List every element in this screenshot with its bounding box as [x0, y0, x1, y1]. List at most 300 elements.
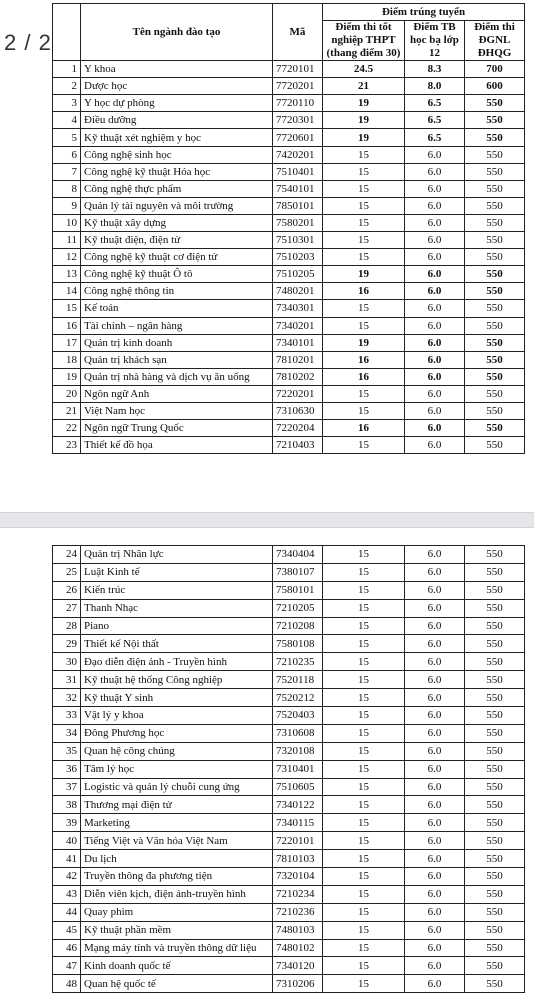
table-row	[53, 95, 525, 112]
program-name: Marketing	[81, 814, 273, 832]
score-tb: 6.0	[405, 368, 465, 385]
table-row	[53, 197, 525, 214]
program-name: Quản trị khách sạn	[81, 351, 273, 368]
row-number: 16	[53, 317, 81, 334]
program-code: 7480102	[273, 939, 323, 957]
program-name: Quan hệ quốc tế	[81, 975, 273, 993]
program-code: 7220201	[273, 385, 323, 402]
program-name: Kỹ thuật Y sinh	[81, 689, 273, 707]
header-code: Mã	[273, 4, 323, 61]
table-row	[53, 112, 525, 129]
score-tb: 6.0	[405, 760, 465, 778]
row-number: 25	[53, 563, 81, 581]
score-thpt: 15	[323, 707, 405, 725]
score-thpt: 15	[323, 146, 405, 163]
program-name: Mạng máy tính và truyền thông dữ liệu	[81, 939, 273, 957]
row-number: 14	[53, 283, 81, 300]
program-name: Kỹ thuật xét nghiệm y học	[81, 129, 273, 146]
program-code: 7510605	[273, 778, 323, 796]
row-number: 32	[53, 689, 81, 707]
table-row	[53, 437, 525, 454]
score-tb: 6.0	[405, 653, 465, 671]
score-thpt: 15	[323, 975, 405, 993]
program-code: 7210205	[273, 599, 323, 617]
program-code: 7810201	[273, 351, 323, 368]
score-thpt: 16	[323, 368, 405, 385]
score-tb: 6.0	[405, 707, 465, 725]
row-number: 23	[53, 437, 81, 454]
score-thpt: 15	[323, 232, 405, 249]
program-code: 7210236	[273, 903, 323, 921]
table-body-2	[53, 546, 525, 993]
program-code: 7850101	[273, 197, 323, 214]
score-tb: 6.0	[405, 180, 465, 197]
score-tb: 6.0	[405, 868, 465, 886]
score-thpt: 15	[323, 180, 405, 197]
program-name: Tâm lý học	[81, 760, 273, 778]
program-name: Du lịch	[81, 850, 273, 868]
program-code: 7520212	[273, 689, 323, 707]
row-number: 13	[53, 266, 81, 283]
score-thpt: 15	[323, 724, 405, 742]
program-code: 7520118	[273, 671, 323, 689]
table-row	[53, 300, 525, 317]
program-name: Thiết kế đồ họa	[81, 437, 273, 454]
program-name: Công nghệ sinh học	[81, 146, 273, 163]
score-dgnl: 550	[465, 689, 525, 707]
admission-table-part-2	[52, 545, 525, 993]
program-code: 7380107	[273, 563, 323, 581]
program-name: Điều dưỡng	[81, 112, 273, 129]
score-tb: 6.0	[405, 975, 465, 993]
score-thpt: 15	[323, 760, 405, 778]
score-tb: 6.0	[405, 563, 465, 581]
program-code: 7810103	[273, 850, 323, 868]
table-row	[53, 635, 525, 653]
row-number: 30	[53, 653, 81, 671]
score-dgnl: 550	[465, 742, 525, 760]
table-row	[53, 180, 525, 197]
score-thpt: 15	[323, 671, 405, 689]
score-dgnl: 550	[465, 885, 525, 903]
row-number: 33	[53, 707, 81, 725]
program-code: 7340120	[273, 957, 323, 975]
score-dgnl: 550	[465, 617, 525, 635]
program-name: Y khoa	[81, 61, 273, 78]
score-dgnl: 550	[465, 707, 525, 725]
program-code: 7510205	[273, 266, 323, 283]
score-thpt: 16	[323, 283, 405, 300]
row-number: 20	[53, 385, 81, 402]
page-counter: 2 / 2	[4, 30, 52, 55]
program-code: 7480201	[273, 283, 323, 300]
score-dgnl: 550	[465, 112, 525, 129]
table-row	[53, 420, 525, 437]
score-thpt: 15	[323, 581, 405, 599]
score-tb: 6.0	[405, 317, 465, 334]
score-dgnl: 550	[465, 351, 525, 368]
program-name: Logistic và quản lý chuỗi cung ứng	[81, 778, 273, 796]
program-code: 7210208	[273, 617, 323, 635]
score-thpt: 15	[323, 617, 405, 635]
table-row	[53, 266, 525, 283]
score-thpt: 15	[323, 599, 405, 617]
table-row	[53, 975, 525, 993]
score-tb: 8.0	[405, 78, 465, 95]
header-group: Điểm trúng tuyển	[323, 4, 525, 21]
score-tb: 6.0	[405, 163, 465, 180]
table-row	[53, 546, 525, 564]
program-code: 7210403	[273, 437, 323, 454]
program-name: Kỹ thuật xây dựng	[81, 214, 273, 231]
row-number: 19	[53, 368, 81, 385]
score-tb: 6.5	[405, 112, 465, 129]
table-row	[53, 232, 525, 249]
score-tb: 6.0	[405, 283, 465, 300]
program-name: Công nghệ kỹ thuật Ô tô	[81, 266, 273, 283]
score-tb: 6.0	[405, 599, 465, 617]
score-dgnl: 550	[465, 975, 525, 993]
score-thpt: 19	[323, 266, 405, 283]
table-row	[53, 146, 525, 163]
program-code: 7340301	[273, 300, 323, 317]
program-code: 7310630	[273, 402, 323, 419]
admission-table-part-1	[52, 3, 525, 454]
score-tb: 6.0	[405, 300, 465, 317]
score-thpt: 19	[323, 334, 405, 351]
row-number: 35	[53, 742, 81, 760]
score-thpt: 15	[323, 885, 405, 903]
row-number: 39	[53, 814, 81, 832]
score-tb: 6.0	[405, 689, 465, 707]
score-dgnl: 550	[465, 760, 525, 778]
program-name: Quản trị Nhân lực	[81, 546, 273, 564]
table-row	[53, 214, 525, 231]
table-row	[53, 249, 525, 266]
row-number: 42	[53, 868, 81, 886]
score-thpt: 21	[323, 78, 405, 95]
program-code: 7310608	[273, 724, 323, 742]
score-tb: 6.0	[405, 814, 465, 832]
score-dgnl: 550	[465, 317, 525, 334]
score-tb: 6.0	[405, 850, 465, 868]
score-tb: 6.0	[405, 921, 465, 939]
score-thpt: 15	[323, 317, 405, 334]
score-thpt: 15	[323, 796, 405, 814]
program-name: Việt Nam học	[81, 402, 273, 419]
header-tb: Điểm TB học bạ lớp 12	[405, 21, 465, 61]
table-row	[53, 61, 525, 78]
score-dgnl: 550	[465, 368, 525, 385]
program-code: 7220101	[273, 832, 323, 850]
header-name: Tên ngành đào tạo	[81, 4, 273, 61]
program-code: 7340101	[273, 334, 323, 351]
table-row	[53, 563, 525, 581]
row-number: 46	[53, 939, 81, 957]
score-tb: 6.0	[405, 903, 465, 921]
program-name: Đạo diễn điện ảnh - Truyền hình	[81, 653, 273, 671]
table-row	[53, 724, 525, 742]
program-name: Ngôn ngữ Trung Quốc	[81, 420, 273, 437]
table-row	[53, 760, 525, 778]
score-thpt: 15	[323, 635, 405, 653]
row-number: 41	[53, 850, 81, 868]
program-name: Y học dự phòng	[81, 95, 273, 112]
program-code: 7340122	[273, 796, 323, 814]
score-thpt: 15	[323, 653, 405, 671]
score-tb: 6.0	[405, 671, 465, 689]
score-thpt: 19	[323, 129, 405, 146]
score-thpt: 16	[323, 351, 405, 368]
score-thpt: 15	[323, 300, 405, 317]
program-name: Quay phim	[81, 903, 273, 921]
row-number: 12	[53, 249, 81, 266]
program-code: 7720201	[273, 78, 323, 95]
program-code: 7340201	[273, 317, 323, 334]
program-code: 7510401	[273, 163, 323, 180]
table-row	[53, 778, 525, 796]
score-dgnl: 550	[465, 163, 525, 180]
program-name: Piano	[81, 617, 273, 635]
score-dgnl: 550	[465, 671, 525, 689]
score-dgnl: 550	[465, 180, 525, 197]
program-code: 7720110	[273, 95, 323, 112]
program-name: Kiến trúc	[81, 581, 273, 599]
table-row	[53, 868, 525, 886]
table-row	[53, 351, 525, 368]
score-tb: 6.0	[405, 351, 465, 368]
table-row	[53, 581, 525, 599]
program-name: Diễn viên kịch, điện ảnh-truyền hình	[81, 885, 273, 903]
program-name: Thương mại điện tử	[81, 796, 273, 814]
score-dgnl: 550	[465, 232, 525, 249]
score-dgnl: 550	[465, 939, 525, 957]
score-thpt: 15	[323, 778, 405, 796]
table-row	[53, 368, 525, 385]
program-name: Luật Kinh tế	[81, 563, 273, 581]
table-row	[53, 671, 525, 689]
score-dgnl: 550	[465, 266, 525, 283]
score-dgnl: 700	[465, 61, 525, 78]
score-tb: 6.0	[405, 420, 465, 437]
row-number: 28	[53, 617, 81, 635]
score-tb: 6.0	[405, 885, 465, 903]
score-thpt: 15	[323, 563, 405, 581]
score-thpt: 24.5	[323, 61, 405, 78]
score-dgnl: 550	[465, 957, 525, 975]
program-name: Thiết kế Nội thất	[81, 635, 273, 653]
row-number: 3	[53, 95, 81, 112]
table-row	[53, 617, 525, 635]
table-row	[53, 78, 525, 95]
program-code: 7510301	[273, 232, 323, 249]
score-thpt: 15	[323, 832, 405, 850]
row-number: 2	[53, 78, 81, 95]
table-row	[53, 129, 525, 146]
program-name: Dược học	[81, 78, 273, 95]
row-number: 5	[53, 129, 81, 146]
score-thpt: 15	[323, 939, 405, 957]
row-number: 4	[53, 112, 81, 129]
row-number: 15	[53, 300, 81, 317]
score-dgnl: 550	[465, 563, 525, 581]
program-name: Kỹ thuật phần mềm	[81, 921, 273, 939]
program-code: 7340404	[273, 546, 323, 564]
program-name: Quan hệ công chúng	[81, 742, 273, 760]
score-dgnl: 550	[465, 197, 525, 214]
score-tb: 6.5	[405, 129, 465, 146]
row-number: 11	[53, 232, 81, 249]
table-row	[53, 283, 525, 300]
score-dgnl: 550	[465, 581, 525, 599]
score-dgnl: 550	[465, 814, 525, 832]
score-dgnl: 550	[465, 546, 525, 564]
score-tb: 6.0	[405, 197, 465, 214]
page-separator	[0, 512, 534, 528]
program-name: Thanh Nhạc	[81, 599, 273, 617]
program-name: Công nghệ kỹ thuật cơ điện tử	[81, 249, 273, 266]
row-number: 34	[53, 724, 81, 742]
score-dgnl: 550	[465, 724, 525, 742]
table-row	[53, 689, 525, 707]
row-number: 7	[53, 163, 81, 180]
score-thpt: 16	[323, 420, 405, 437]
score-tb: 6.0	[405, 581, 465, 599]
table-row	[53, 599, 525, 617]
header-thpt: Điểm thi tốt nghiệp THPT (thang điểm 30)	[323, 21, 405, 61]
score-thpt: 15	[323, 921, 405, 939]
table-row	[53, 850, 525, 868]
program-code: 7210235	[273, 653, 323, 671]
row-number: 45	[53, 921, 81, 939]
table-row	[53, 163, 525, 180]
score-thpt: 15	[323, 197, 405, 214]
table-row	[53, 921, 525, 939]
program-name: Đông Phương học	[81, 724, 273, 742]
row-number: 36	[53, 760, 81, 778]
table-row	[53, 903, 525, 921]
score-tb: 6.0	[405, 796, 465, 814]
program-code: 7580108	[273, 635, 323, 653]
table-row	[53, 402, 525, 419]
score-thpt: 19	[323, 112, 405, 129]
row-number: 37	[53, 778, 81, 796]
score-tb: 6.0	[405, 546, 465, 564]
score-thpt: 15	[323, 814, 405, 832]
program-name: Công nghệ kỹ thuật Hóa học	[81, 163, 273, 180]
score-thpt: 15	[323, 546, 405, 564]
score-dgnl: 550	[465, 402, 525, 419]
table-row	[53, 334, 525, 351]
table-row	[53, 742, 525, 760]
score-tb: 6.5	[405, 95, 465, 112]
program-name: Kinh doanh quốc tế	[81, 957, 273, 975]
table-row	[53, 653, 525, 671]
score-dgnl: 600	[465, 78, 525, 95]
row-number: 38	[53, 796, 81, 814]
row-number: 8	[53, 180, 81, 197]
row-number: 24	[53, 546, 81, 564]
row-number: 43	[53, 885, 81, 903]
score-thpt: 15	[323, 214, 405, 231]
score-tb: 6.0	[405, 832, 465, 850]
score-dgnl: 550	[465, 832, 525, 850]
score-tb: 6.0	[405, 778, 465, 796]
program-code: 7220204	[273, 420, 323, 437]
table-row	[53, 385, 525, 402]
program-name: Kỹ thuật điện, điện tử	[81, 232, 273, 249]
score-tb: 6.0	[405, 939, 465, 957]
row-number: 18	[53, 351, 81, 368]
program-code: 7210234	[273, 885, 323, 903]
score-thpt: 15	[323, 742, 405, 760]
score-dgnl: 550	[465, 868, 525, 886]
score-thpt: 15	[323, 163, 405, 180]
score-dgnl: 550	[465, 599, 525, 617]
program-code: 7580201	[273, 214, 323, 231]
score-tb: 6.0	[405, 249, 465, 266]
score-dgnl: 550	[465, 437, 525, 454]
program-code: 7580101	[273, 581, 323, 599]
program-name: Quản trị kinh doanh	[81, 334, 273, 351]
score-thpt: 19	[323, 95, 405, 112]
row-number: 21	[53, 402, 81, 419]
table-body-1	[53, 61, 525, 454]
program-code: 7720301	[273, 112, 323, 129]
row-number: 29	[53, 635, 81, 653]
score-tb: 6.0	[405, 214, 465, 231]
table-row	[53, 814, 525, 832]
program-code: 7310401	[273, 760, 323, 778]
program-code: 7320108	[273, 742, 323, 760]
row-number: 40	[53, 832, 81, 850]
row-number: 31	[53, 671, 81, 689]
header-dgnl: Điểm thi ĐGNL ĐHQG	[465, 21, 525, 61]
score-tb: 8.3	[405, 61, 465, 78]
score-tb: 6.0	[405, 402, 465, 419]
program-code: 7810202	[273, 368, 323, 385]
program-name: Truyền thông đa phương tiện	[81, 868, 273, 886]
row-number: 47	[53, 957, 81, 975]
score-tb: 6.0	[405, 617, 465, 635]
program-name: Kỹ thuật hệ thống Công nghiệp	[81, 671, 273, 689]
row-number: 1	[53, 61, 81, 78]
score-tb: 6.0	[405, 385, 465, 402]
program-name: Công nghệ thực phẩm	[81, 180, 273, 197]
program-code: 7340115	[273, 814, 323, 832]
row-number: 26	[53, 581, 81, 599]
program-code: 7320104	[273, 868, 323, 886]
score-dgnl: 550	[465, 385, 525, 402]
score-thpt: 15	[323, 868, 405, 886]
score-thpt: 15	[323, 249, 405, 266]
row-number: 10	[53, 214, 81, 231]
score-dgnl: 550	[465, 300, 525, 317]
header-stt	[53, 4, 81, 61]
row-number: 17	[53, 334, 81, 351]
program-code: 7420201	[273, 146, 323, 163]
row-number: 27	[53, 599, 81, 617]
program-code: 7720101	[273, 61, 323, 78]
program-name: Kế toán	[81, 300, 273, 317]
score-dgnl: 550	[465, 903, 525, 921]
row-number: 9	[53, 197, 81, 214]
program-name: Công nghệ thông tin	[81, 283, 273, 300]
program-name: Ngôn ngữ Anh	[81, 385, 273, 402]
program-name: Tiếng Việt và Văn hóa Việt Nam	[81, 832, 273, 850]
score-thpt: 15	[323, 903, 405, 921]
score-tb: 6.0	[405, 742, 465, 760]
